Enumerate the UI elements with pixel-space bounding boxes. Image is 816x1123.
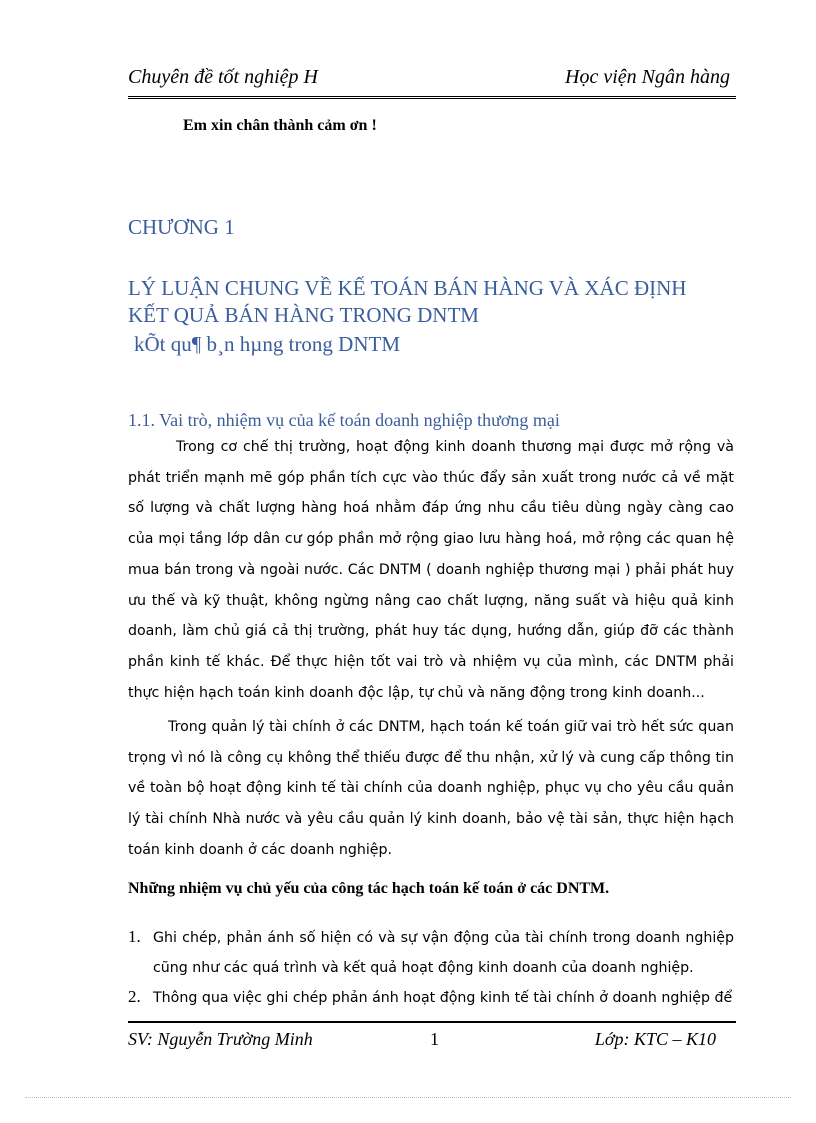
footer-student: SV: Nguyễn Trường Minh	[128, 1029, 313, 1049]
paragraph-2: Trong quản lý tài chính ở các DNTM, hạch toán kế toán giữ vai trò hết sức quan trọng vì nó là công cụ không thể thiếu được để thu nhận, xử lý và cung cấp thông tin về toàn bộ hoạt động kinh tế tài chính của doanh nghiệp, phục vụ cho yêu cầu quản lý tài chính Nhà nước và yêu cầu quản lý kinh doanh, bảo vệ tài sản, thực hiện hạch toán kinh doanh ở các doanh nghiệp.	[128, 719, 734, 858]
thanks-line: Em xin chân thành cảm ơn !	[183, 117, 377, 134]
chapter-label: CHƯƠNG 1	[128, 215, 235, 239]
page-header	[128, 66, 736, 99]
page-footer	[128, 1021, 736, 1055]
header-thesis-title: Chuyên đề tốt nghiệp H	[128, 66, 318, 88]
chapter-title-line-1: LÝ LUẬN CHUNG VỀ KẾ TOÁN BÁN HÀNG VÀ XÁC ĐỊNH	[128, 276, 687, 300]
page-bottom-divider	[25, 1097, 791, 1098]
chapter-title-line-2: KẾT QUẢ BÁN HÀNG TRONG DNTM	[128, 303, 479, 327]
section-heading: 1.1. Vai trò, nhiệm vụ của kế toán doanh nghiệp thương mại	[128, 410, 560, 430]
list-item-number: 1.	[128, 927, 141, 946]
duties-heading: Những nhiệm vụ chủ yếu của công tác hạch toán kế toán ở các DNTM.	[128, 880, 610, 897]
chapter-title-garbled: kÕt qu¶ b¸n hµng trong DNTM	[134, 332, 401, 356]
list-item-text: Ghi chép, phản ánh số hiện có và sự vận động của tài chính trong doanh nghiệp cũng như các quá trình và kết quả hoạt động kinh doanh của doanh nghiệp.	[153, 930, 734, 976]
list-item-text: Thông qua việc ghi chép phản ánh hoạt động kinh tế tài chính ở doanh nghiệp để	[153, 990, 733, 1006]
paragraph-1: Trong cơ chế thị trường, hoạt động kinh doanh thương mại được mở rộng và phát triển mạnh mẽ góp phần tích cực vào thúc đẩy sản xuất trong nước cả về mặt số lượng và chất lượng hàng hoá nhằm đáp ứng nhu cầu tiêu dùng ngày càng cao của mọi tầng lớp dân cư góp phần mở rộng giao lưu hàng hoá, mở rộng các quan hệ mua bán trong và ngoài nước. Các DNTM ( doanh nghiệp thương mại ) phải phát huy ưu thế và kỹ thuật, không ngừng nâng cao chất lượng, năng suất và hiệu quả kinh doanh, làm chủ giá cả thị trường, phát huy tác dụng, hướng dẫn, giúp đỡ các thành phần kinh tế khác. Để thực hiện tốt vai trò và nhiệm vụ của mình, các DNTM phải thực hiện hạch toán kinh doanh độc lập, tự chủ và năng động trong kinh doanh...	[128, 439, 734, 701]
header-institution: Học viện Ngân hàng	[565, 66, 730, 88]
list-item-number: 2.	[128, 987, 141, 1006]
footer-page-number: 1	[430, 1029, 439, 1049]
footer-class: Lớp: KTC – K10	[594, 1029, 716, 1049]
